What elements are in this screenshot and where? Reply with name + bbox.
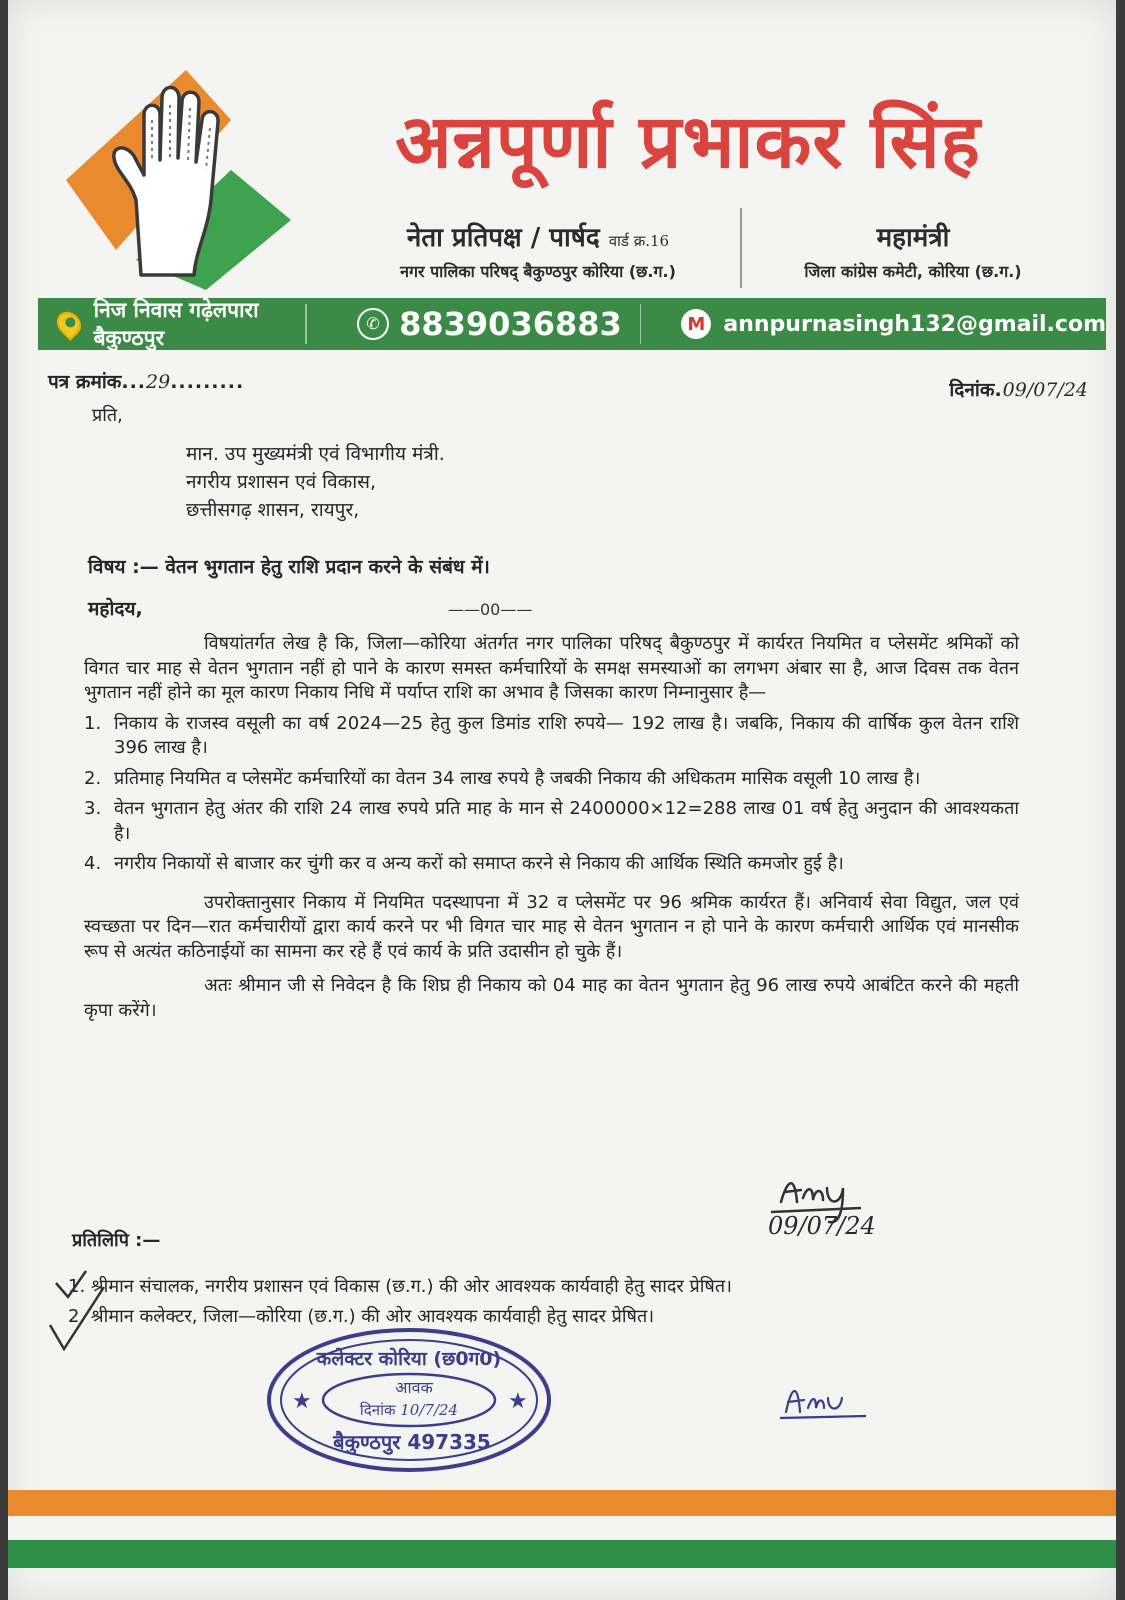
ward-number: वार्ड क्र.16 xyxy=(608,232,670,250)
gmail-icon: M xyxy=(681,309,711,339)
letter-page xyxy=(8,0,1116,1600)
stamp-bottom: बैकुण्ठपुर 497335 xyxy=(333,1430,491,1454)
letterhead-name: अन्नपूर्णा प्रभाकर सिंह xyxy=(395,99,981,185)
letter-reference: पत्र क्रमांक...29......... xyxy=(48,371,245,393)
contact-separator xyxy=(305,304,307,344)
body-paragraph-3: अतः श्रीमान जी से निवेदन है कि शिघ्र ही निकाय को 04 माह का वेतन भुगतान हेतु 96 लाख रुपये आबंटित करने की महती कृपा करेंगे। xyxy=(84,975,1019,1021)
cc-item: 1. श्रीमान संचालक, नगरीय प्रशासन एवं विकास (छ.ग.) की ओर आवश्यक कार्यवाही हेतु सादर प्रेषित। xyxy=(68,1276,732,1297)
contact-bar xyxy=(38,298,1106,350)
address-text: निज निवास गढ़ेलपारा बैकुण्ठपुर xyxy=(93,298,259,350)
body-paragraph-1: विषयांतर्गत लेख है कि, जिला—कोरिया अंतर्गत नगर पालिका परिषद् बैकुण्ठपुर में कार्यरत नियमित व प्लेसमेंट श्रमिकों को विगत चार माह से वेतन भुगतान नहीं हो पाने के कारण समस्त कर्मचारियों के समक्ष समस्याओं का लगभग अंबार सा है, आज दिवस तक वेतन भुगतान नहीं होने का मूल कारण निकाय निधि में पर्याप्त राशि का अभाव है जिसका कारण निम्नानुसार है— xyxy=(84,633,1019,703)
contact-phone xyxy=(357,305,622,343)
role-right-title: महामंत्री xyxy=(876,223,950,253)
role-left-subtitle: नगर पालिका परिषद् बैकुण्ठपुर कोरिया (छ.ग.) xyxy=(400,262,676,281)
stamp-middle: आवक xyxy=(395,1378,433,1397)
svg-text:★: ★ xyxy=(292,1389,312,1414)
svg-text:★: ★ xyxy=(508,1389,528,1414)
role-left-title: नेता प्रतिपक्ष / पार्षद xyxy=(406,223,600,253)
signature-date: 09/07/24 xyxy=(768,1212,876,1240)
role-right-block xyxy=(758,218,1068,282)
address-line: मान. उप मुख्यमंत्री एवं विभागीय मंत्री. xyxy=(186,443,445,465)
date-value: 09/07/24 xyxy=(1002,379,1088,401)
body-paragraph-2: उपरोक्तानुसार निकाय में नियमित पदस्थापना में 32 व प्लेसमेंट पर 96 श्रमिक कार्यरत हैं। अनिवार्य सेवा विद्युत, जल एवं स्वच्छता पर दिन—रात कर्मचारीयों द्वारा कार्य करने पर भी विगत चार माह से वेतन भुगतान न हो पाने के कारण कर्मचारी आर्थिक एवं मानसीक रूप से अत्यंत कठिनाईयों का सामना कर रहे हैं एवं कार्य के प्रति उदासीन हो चुके हैं। xyxy=(84,891,1019,962)
footer-band-white xyxy=(8,1516,1116,1540)
date-label: दिनांक xyxy=(949,379,995,401)
reason-item: 4. नगरीय निकायों से बाजार कर चुंगी कर व अन्य करों को समाप्त करने से निकाय की आर्थिक स्थिति कमजोर हुई है। xyxy=(84,853,844,874)
location-pin-icon xyxy=(52,307,86,341)
initial-signature-icon xyxy=(778,1378,878,1428)
reason-item: 1. निकाय के राजस्व वसूली का वर्ष 2024—25 हेतु कुल डिमांड राशि रुपये— 192 लाख है। जबकि, निकाय की वार्षिक कुल वेतन राशि 396 लाख है। xyxy=(84,712,1019,758)
reasons-list xyxy=(84,712,1019,877)
cc-item: 2. श्रीमान कलेक्टर, जिला—कोरिया (छ.ग.) की ओर आवश्यक कार्यवाही हेतु सादर प्रेषित। xyxy=(68,1306,655,1327)
role-divider xyxy=(740,208,742,288)
letter-subject: विषय :— वेतन भुगतान हेतु राशि प्रदान करने के संबंध में। xyxy=(88,556,490,578)
stamp-date-label: दिनांक xyxy=(359,1401,396,1419)
svg-text:दिनांक 10/7/24 xyxy=(360,1401,458,1419)
salutation: महोदय, xyxy=(88,598,143,620)
footer-band-green xyxy=(8,1540,1116,1568)
phone-text: 8839036883 xyxy=(399,305,622,343)
received-stamp xyxy=(264,1325,554,1475)
contact-address xyxy=(58,296,287,352)
cc-list xyxy=(68,1272,732,1332)
whatsapp-icon: ✆ xyxy=(357,308,389,340)
role-right-subtitle: जिला कांग्रेस कमेटी, कोरिया (छ.ग.) xyxy=(804,262,1022,281)
ref-label: पत्र क्रमांक xyxy=(48,371,122,393)
footer-band-orange xyxy=(8,1490,1116,1516)
letter-date: दिनांक.09/07/24 xyxy=(949,379,1088,401)
ref-number: 29 xyxy=(146,371,171,393)
recipient-prefix: प्रति, xyxy=(92,405,123,426)
contact-separator xyxy=(640,304,642,344)
body-divider: ——00—— xyxy=(448,600,533,619)
reason-item: 3. वेतन भुगतान हेतु अंतर की राशि 24 लाख रुपये प्रति माह के मान से 2400000×12=288 लाख 01 वर्ष हेतु अनुदान की आवश्यकता है। xyxy=(84,798,1019,844)
hand-logo-icon xyxy=(56,60,306,290)
cc-label: प्रतिलिपि :— xyxy=(72,1230,161,1251)
stamp-date: 10/7/24 xyxy=(400,1401,459,1419)
recipient-address xyxy=(186,440,445,524)
email-text: annpurnasingh132@gmail.com xyxy=(723,311,1106,337)
contact-email xyxy=(681,309,1106,339)
reason-item: 2. प्रतिमाह नियमित व प्लेसमेंट कर्मचारियों का वेतन 34 लाख रुपये है जबकी निकाय की अधिकतम मासिक वसूली 10 लाख है। xyxy=(84,767,921,789)
address-line: नगरीय प्रशासन एवं विकास, xyxy=(186,471,377,493)
tick-mark-icon xyxy=(46,1265,116,1355)
letter-body xyxy=(84,632,1019,1023)
address-line: छत्तीसगढ़ शासन, रायपुर, xyxy=(186,499,360,521)
stamp-top: कलेक्टर कोरिया (छ0ग0) xyxy=(316,1348,502,1370)
role-left-block xyxy=(343,218,733,282)
